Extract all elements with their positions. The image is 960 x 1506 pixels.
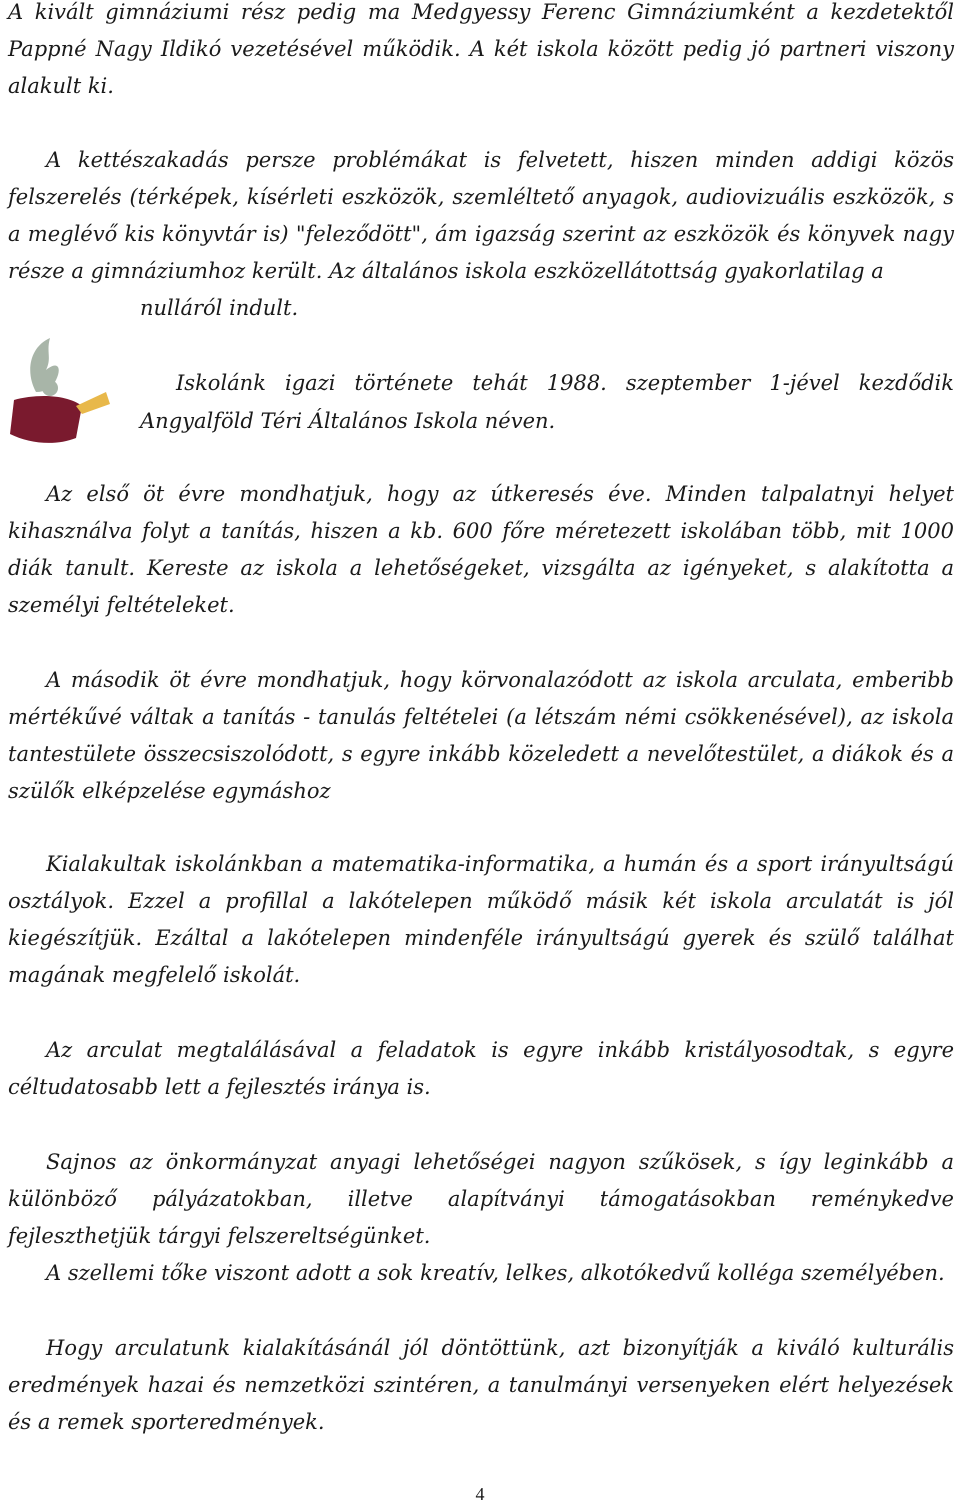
paragraph-class-profiles: Kialakultak iskolánkban a matematika-informatika, a humán és a sport irányultságú osztályok. Ezzel a profillal a lakótelepen működő másik két iskola arculatát is jól kiegészítjük. Ezáltal a lakótelepen mindenféle irányultságú gyerek és szülő találhat magának megfelelő iskolát. bbox=[8, 852, 954, 987]
paragraph-split-problems-main: A kettészakadás persze problémákat is felvetett, hiszen minden addigi közös felszerelés (térképek, kísérleti eszközök, szemléltető anyagok, audiovizuális eszközök, s a meglévő kis könyvtár is) "feleződött", ám igazság szerint az eszközök és könyvek nagy része a gimnáziumhoz került. Az általános iskola eszközellátottság gyakorlatilag a bbox=[8, 148, 954, 283]
paragraph-intellectual-capital: A szellemi tőke viszont adott a sok kreatív, lelkes, alkotókedvű kolléga személyében. bbox=[46, 1261, 945, 1285]
paragraph-history-start bbox=[140, 364, 954, 440]
paragraph-history-start-text: Iskolánk igazi története tehát 1988. szeptember 1-jével kezdődik Angyalföld Téri Általános Iskola néven. bbox=[140, 371, 954, 433]
paragraph-results: Hogy arculatunk kialakításánál jól döntöttünk, azt bizonyítják a kiváló kulturális eredmények hazai és nemzetközi szintéren, a tanulmányi versenyeken elért helyezések és a remek sporteredmények. bbox=[8, 1336, 954, 1434]
paragraph-first-five-years: Az első öt évre mondhatjuk, hogy az útkeresés éve. Minden talpalatnyi helyet kihasználva folyt a tanítás, hiszen a kb. 600 főre méretezett iskolában több, mit 1000 diák tanult. Kereste az iskola a lehetőségeket, vizsgálta az igényeket, s alakította a személyi feltételeket. bbox=[8, 482, 954, 617]
angel-logo-icon bbox=[6, 334, 116, 446]
page-number: 4 bbox=[475, 1484, 485, 1504]
paragraph-funding: Sajnos az önkormányzat anyagi lehetőségei nagyon szűkösek, s így leginkább a különböző pályázatokban, illetve alapítványi támogatásokban reménykedve fejleszthetjük tárgyi felszereltségünket. bbox=[8, 1150, 954, 1248]
paragraph-split-problems-tail: nulláról indult. bbox=[140, 296, 299, 320]
paragraph-split-problems bbox=[8, 142, 954, 327]
paragraph-second-five-years: A második öt évre mondhatjuk, hogy körvonalazódott az iskola arculata, emberibb mértékűvé váltak a tanítás - tanulás feltételei (a létszám némi csökkenésével), az iskola tantestülete összecsiszolódott, s egyre inkább közeledett a nevelőtestület, a diákok és a szülők elképzelése egymáshoz bbox=[8, 668, 954, 803]
paragraph-development-direction: Az arculat megtalálásával a feladatok is egyre inkább kristályosodtak, s egyre céltudatosabb lett a fejlesztés iránya is. bbox=[8, 1038, 954, 1099]
paragraph-gymnasium: A kivált gimnáziumi rész pedig ma Medgyessy Ferenc Gimnáziumként a kezdetektől Pappné Nagy Ildikó vezetésével működik. A két iskola között pedig jó partneri viszony alakult ki. bbox=[8, 0, 954, 98]
